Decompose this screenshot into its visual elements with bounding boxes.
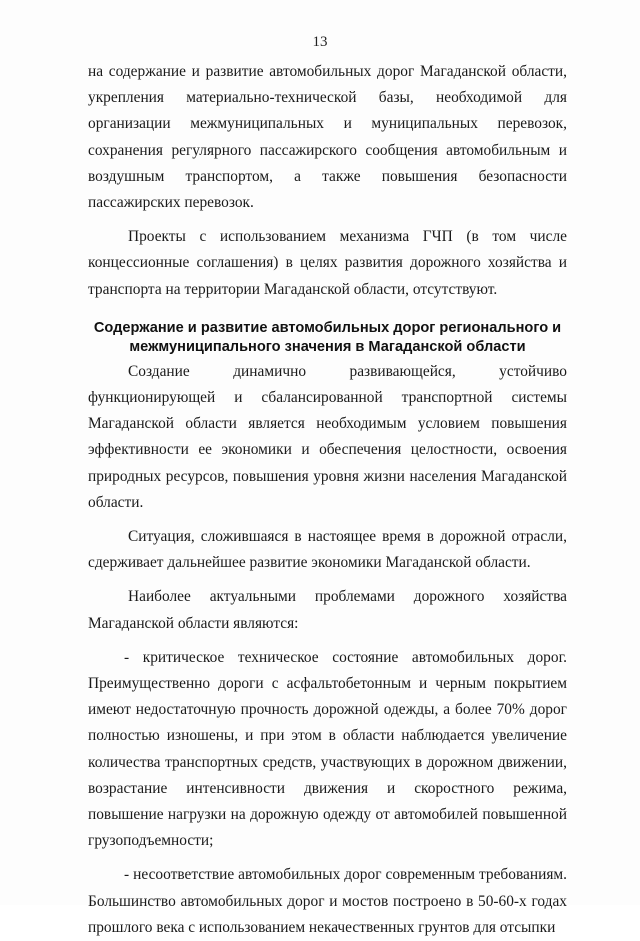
paragraph-current-situation: Ситуация, сложившаяся в настоящее время в дорожной отрасли, сдерживает дальнейшее развитие экономики Магаданской области. bbox=[88, 528, 567, 572]
paragraph-main-problems: Наиболее актуальными проблемами дорожного хозяйства Магаданской области являются: bbox=[88, 588, 567, 632]
section-heading: Содержание и развитие автомобильных дорог регионального и межмуниципального значения в Магаданской области bbox=[93, 319, 562, 355]
page-body bbox=[88, 59, 567, 941]
paragraph-ppp-projects: Проекты с использованием механизма ГЧП (в том числе концессионные соглашения) в целях развития дорожного хозяйства и транспорта на территории Магаданской области, отсутствуют. bbox=[88, 228, 567, 298]
page-number: 13 bbox=[312, 34, 328, 50]
list-item-nonconformity: - несоответствие автомобильных дорог современным требованиям. Большинство автомобильных дорог и мостов построено в 50-60-х годах прошлого века с использованием некачественных грунтов для отсыпки bbox=[88, 866, 567, 936]
list-item-technical-condition: - критическое техническое состояние автомобильных дорог. Преимущественно дороги с асфальтобетонным и черным покрытием имеют недостаточную прочность дорожной одежды, а более 70% дорог полностью изношены, и при этом в области наблюдается увеличение количества транспортных средств, участвующих в дорожном движении, возрастание интенсивности движения и скоростного режима, повышение нагрузки на дорожную одежду от автомобилей повышенной грузоподъемности; bbox=[88, 648, 567, 850]
paragraph-continuation: на содержание и развитие автомобильных дорог Магаданской области, укрепления материально-технической базы, необходимой для организации межмуниципальных и муниципальных перевозок, сохранения регулярного пассажирского сообщения автомобильным и воздушным транспортом, а также повышения безопасности пассажирских перевозок. bbox=[88, 63, 567, 212]
paragraph-transport-system: Создание динамично развивающейся, устойчиво функционирующей и сбалансированной транспортной системы Магаданской области является необходимым условием повышения эффективности ее экономики и обеспечения целостности, освоения природных ресурсов, повышения уровня жизни населения Магаданской области. bbox=[88, 362, 567, 511]
